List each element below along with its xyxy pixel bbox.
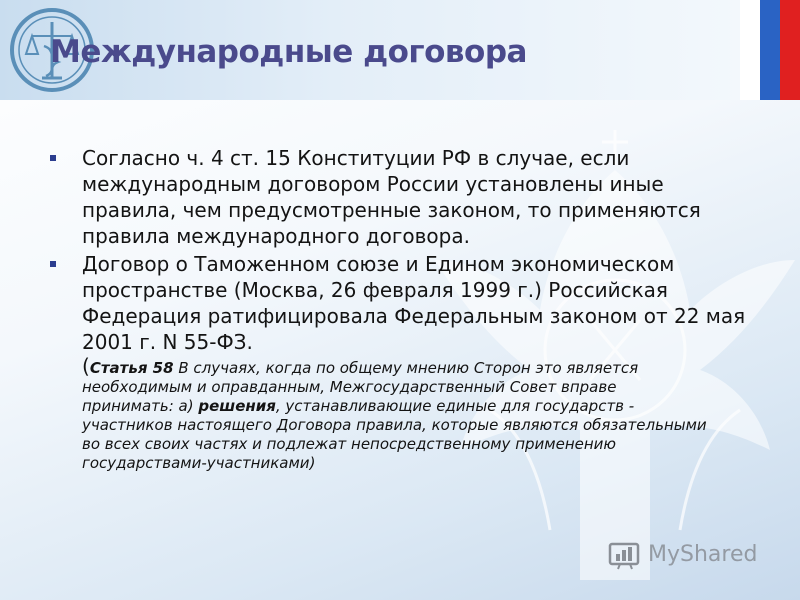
list-item xyxy=(48,251,748,473)
bullet-text: Согласно ч. 4 ст. 15 Конституции РФ в случае, если международным договором России установлены иные правила, чем предусмотренные законом, то применяются правила международного договора. xyxy=(82,146,701,248)
myshared-watermark xyxy=(608,540,788,570)
note-close-paren: ) xyxy=(309,454,316,472)
article-note xyxy=(82,354,748,473)
note-open-paren: ( xyxy=(82,354,90,378)
flag-stripe-blue xyxy=(760,0,780,100)
flag-stripe-red xyxy=(780,0,800,100)
flag-stripe-white xyxy=(740,0,760,100)
note-text-part2: , устанавливающие единые для государств - участников настоящего Договора правила, которые являются обязательными во всех своих частях и подлежат непосредственному применению государствами-участниками xyxy=(82,397,707,472)
myshared-logo-icon xyxy=(608,540,642,570)
bullet-list xyxy=(48,145,748,473)
list-item xyxy=(48,145,748,249)
bullet-text: Договор о Таможенном союзе и Едином экономическом пространстве (Москва, 26 февраля 1999 г.) Российская Федерация ратифицировала Федеральным законом от 22 мая 2001 г. N 55-ФЗ. xyxy=(82,252,746,354)
slide-title: Международные договора xyxy=(50,34,527,70)
note-decisions-label: решения xyxy=(198,397,276,415)
note-text-part1: В случаях, когда по общему мнению Сторон это является необходимым и оправданным, Межгосударственный Совет вправе принимать: а) xyxy=(82,359,639,415)
watermark-text: MyShared xyxy=(648,542,758,567)
russian-flag xyxy=(740,0,800,100)
bullet-marker xyxy=(50,261,56,267)
note-article-label: Статья 58 xyxy=(89,359,174,377)
bullet-marker xyxy=(50,155,56,161)
